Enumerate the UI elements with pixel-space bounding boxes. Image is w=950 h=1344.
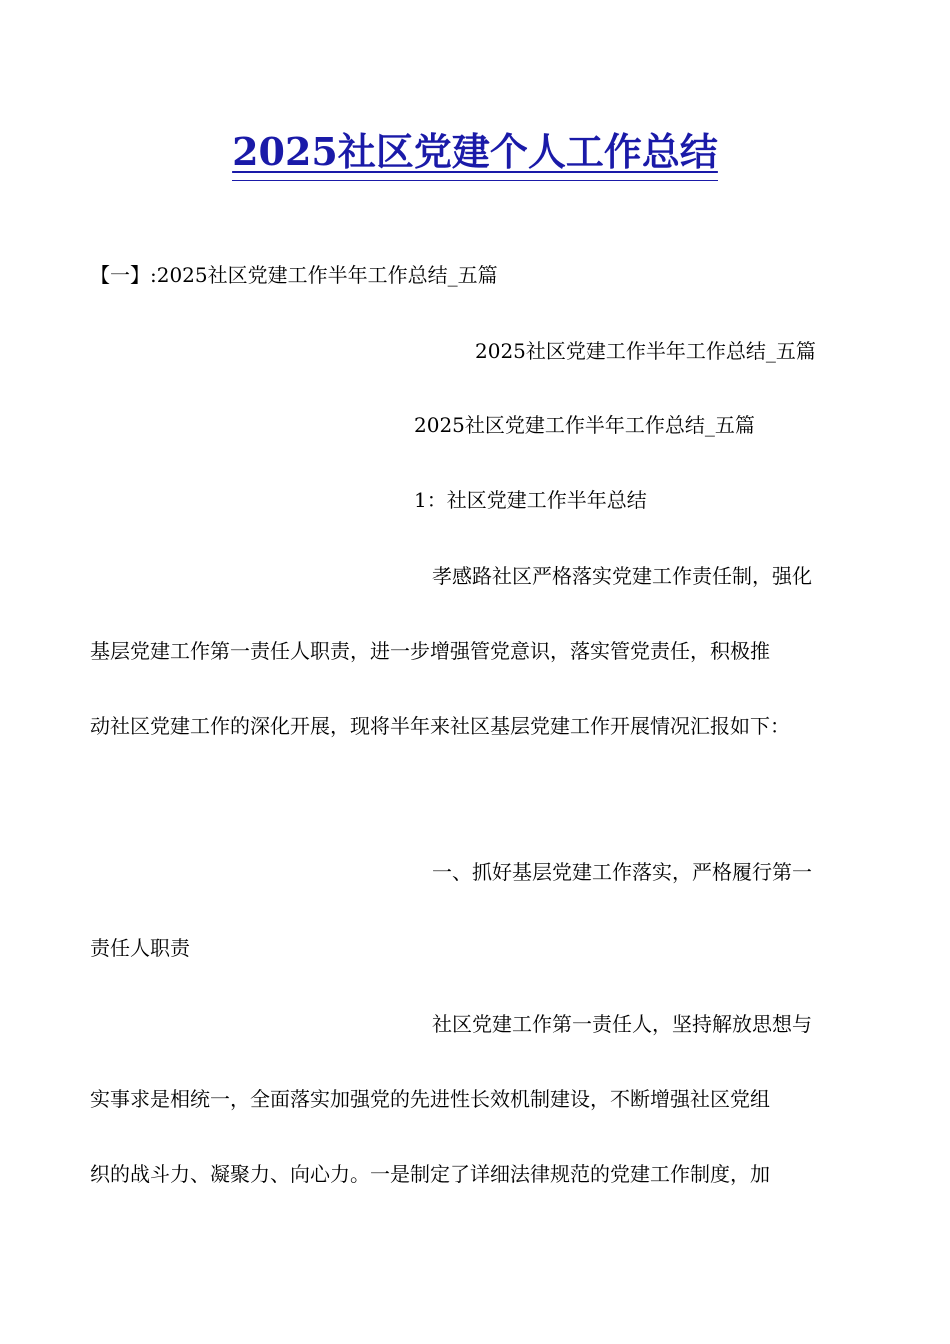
paragraph-line: 动社区党建工作的深化开展，现将半年来社区基层党建工作开展情况汇报如下： [90,714,790,738]
title-link[interactable]: 2025社区党建个人工作总结 [232,129,718,174]
paragraph-line: 织的战斗力、凝聚力、向心力。一是制定了详细法律规范的党建工作制度，加 [90,1162,770,1186]
section-heading-1: 【一】:2025社区党建工作半年工作总结_五篇 [90,263,498,287]
subsection-heading: 1：社区党建工作半年总结 [414,488,647,512]
subtitle-line-2: 2025社区党建工作半年工作总结_五篇 [414,413,755,437]
paragraph-line: 孝感路社区严格落实党建工作责任制，强化 [432,564,812,588]
document-title [0,126,950,181]
subtitle-line-1: 2025社区党建工作半年工作总结_五篇 [475,339,816,363]
section-heading-line: 一、抓好基层党建工作落实，严格履行第一 [432,860,812,884]
paragraph-line: 社区党建工作第一责任人，坚持解放思想与 [432,1012,812,1036]
paragraph-line: 基层党建工作第一责任人职责，进一步增强管党意识，落实管党责任，积极推 [90,639,770,663]
paragraph-line: 实事求是相统一，全面落实加强党的先进性长效机制建设，不断增强社区党组 [90,1087,770,1111]
section-heading-line: 责任人职责 [90,936,190,960]
title-underline-wrap [232,126,718,181]
